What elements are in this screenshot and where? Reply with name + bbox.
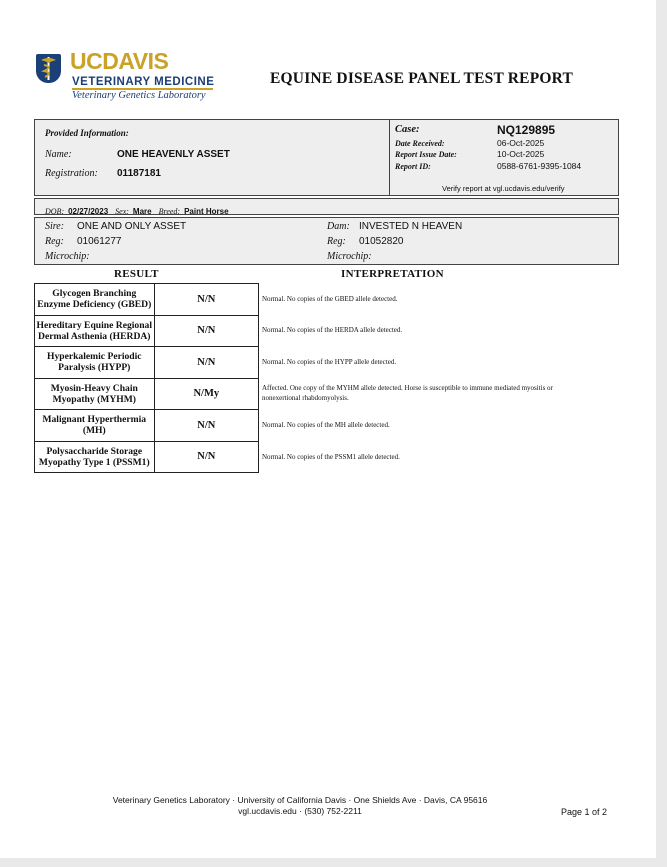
table-row — [35, 284, 259, 316]
dam-reg-value: 01052820 — [359, 236, 404, 247]
test-name-pssm1 — [35, 441, 155, 473]
date-received-value: 06-Oct-2025 — [497, 138, 545, 148]
table-row — [35, 315, 259, 347]
dam-reg-label: Reg: — [327, 236, 346, 247]
test-name-line: Myopathy (MYHM) — [52, 393, 136, 405]
test-name-line: Paralysis (HYPP) — [58, 362, 131, 374]
result-herda: N/N — [154, 315, 258, 347]
test-name-line: Enzyme Deficiency (GBED) — [37, 299, 152, 311]
test-name-line: Malignant Hyperthermia — [42, 414, 147, 426]
test-name-line: Hereditary Equine Regional — [36, 319, 153, 331]
interpretation-text: Normal. No copies of the MH allele detected. — [262, 421, 390, 429]
test-name-line: Hyperkalemic Periodic — [46, 351, 142, 363]
report-id-value: 0588-6761-9395-1084 — [497, 161, 582, 171]
interpretation-pssm1 — [262, 452, 622, 462]
provided-heading: Provided Information: — [45, 128, 129, 138]
interpretation-herda — [262, 325, 622, 335]
case-number: NQ129895 — [497, 123, 556, 137]
interpretation-text: Normal. No copies of the HERDA allele detected. — [262, 326, 403, 334]
parentage-box — [34, 217, 619, 265]
table-row — [35, 378, 259, 410]
result-gbed: N/N — [154, 284, 258, 316]
case-label: Case: — [395, 124, 420, 135]
test-name-hypp — [35, 347, 155, 379]
test-name-myhm — [35, 378, 155, 410]
report-id-label: Report ID: — [395, 162, 431, 171]
logo-lab: Veterinary Genetics Laboratory — [72, 90, 206, 101]
breed-label: Breed: — [158, 207, 181, 216]
dam-microchip-label: Microchip: — [327, 251, 372, 262]
sex-value: Mare — [132, 207, 152, 216]
dob-label: DOB: — [45, 207, 65, 216]
sire-reg-value: 01061277 — [77, 236, 122, 247]
result-myhm: N/My — [154, 378, 258, 410]
sire-label: Sire: — [45, 221, 65, 232]
horse-name: ONE HEAVENLY ASSET — [117, 149, 230, 160]
interpretation-text: Normal. No copies of the GBED allele detected. — [262, 295, 398, 303]
date-received-label: Date Received: — [395, 139, 445, 148]
footer-contact: vgl.ucdavis.edu · (530) 752-2211 — [238, 806, 362, 816]
name-label: Name: — [45, 149, 72, 160]
test-name-line: (MH) — [82, 425, 106, 437]
breed-value: Paint Horse — [184, 207, 229, 216]
interpretation-text: nonexertional rhabdomyolysis. — [262, 394, 349, 402]
sex-label: Sex: — [115, 207, 129, 216]
test-name-line: Myosin-Heavy Chain — [50, 382, 138, 394]
issue-date-value: 10-Oct-2025 — [497, 149, 545, 159]
sire-name: ONE AND ONLY ASSET — [77, 221, 187, 232]
logo-davis: DAVIS — [102, 48, 169, 74]
box-divider — [389, 120, 390, 196]
logo-school: VETERINARY MEDICINE — [72, 76, 215, 88]
test-name-line: Polysaccharide Storage — [46, 445, 143, 457]
sire-reg-label: Reg: — [45, 236, 64, 247]
table-row — [35, 347, 259, 379]
interpretation-text: Normal. No copies of the HYPP allele detected. — [262, 358, 397, 366]
registration-value: 01187181 — [117, 168, 161, 179]
animal-details-row — [34, 198, 619, 215]
issue-date-label: Report Issue Date: — [395, 150, 457, 159]
dob-value: 02/27/2023 — [68, 207, 109, 216]
provided-information-box — [34, 119, 619, 196]
test-name-herda — [35, 315, 155, 347]
interpretation-gbed — [262, 294, 622, 304]
registration-label: Registration: — [45, 168, 98, 179]
interpretation-text: Normal. No copies of the PSSM1 allele detected. — [262, 453, 400, 461]
dam-label: Dam: — [327, 221, 350, 232]
sire-microchip-label: Microchip: — [45, 251, 90, 262]
result-mh: N/N — [154, 410, 258, 442]
interpretation-mh — [262, 420, 622, 430]
logo-uc: UC — [70, 48, 103, 74]
table-row — [35, 410, 259, 442]
interpretation-myhm — [262, 383, 622, 403]
table-row — [35, 441, 259, 473]
caduceus-shield-icon — [36, 54, 61, 83]
result-pssm1: N/N — [154, 441, 258, 473]
logo-wordmark — [70, 50, 168, 73]
result-hypp: N/N — [154, 347, 258, 379]
interpretation-heading: INTERPRETATION — [341, 268, 444, 280]
test-name-mh — [35, 410, 155, 442]
test-name-line: Glycogen Branching — [52, 288, 137, 300]
results-table — [34, 283, 259, 473]
test-name-line: Myopathy Type 1 (PSSM1) — [38, 456, 150, 468]
dam-name: INVESTED N HEAVEN — [359, 221, 463, 232]
interpretation-text: Affected. One copy of the MYHM allele detected. Horse is susceptible to immune mediated myositis or — [262, 384, 553, 392]
verify-link[interactable]: Verify report at vgl.ucdavis.edu/verify — [442, 184, 565, 193]
test-name-line: Dermal Asthenia (HERDA) — [38, 330, 151, 342]
result-heading: RESULT — [114, 268, 159, 280]
page-title: EQUINE DISEASE PANEL TEST REPORT — [270, 70, 574, 87]
footer — [0, 795, 600, 817]
test-name-gbed — [35, 284, 155, 316]
page-number: Page 1 of 2 — [561, 807, 608, 817]
interpretation-hypp — [262, 357, 622, 367]
footer-address: Veterinary Genetics Laboratory · University of California Davis · One Shields Ave · Davis, CA 95616 — [112, 795, 488, 805]
